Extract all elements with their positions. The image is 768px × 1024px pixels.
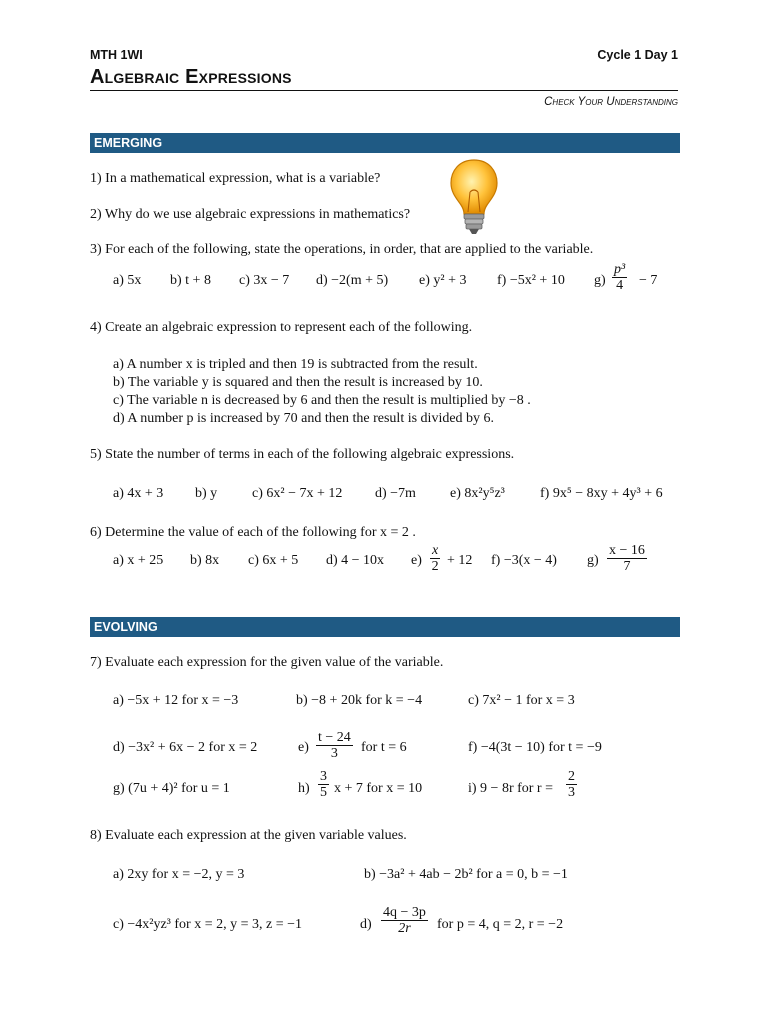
q4-item-c: c) The variable n is decreased by 6 and then the result is multiplied by −8 . xyxy=(113,393,531,408)
q7-h-denominator: 5 xyxy=(320,785,327,800)
q6-item-c: c) 6x + 5 xyxy=(248,553,299,568)
q7-item-h-label: h) xyxy=(298,781,310,796)
lightbulb-icon xyxy=(448,158,500,236)
q4-item-b: b) The variable y is squared and then the result is increased by 10. xyxy=(113,375,483,390)
q5-item-a: a) 4x + 3 xyxy=(113,486,164,501)
q7-item-f: f) −4(3t − 10) for t = −9 xyxy=(468,740,602,755)
q7-item-i-fraction xyxy=(566,769,577,801)
q6-item-g-label: g) xyxy=(587,553,599,568)
q7-e-denominator: 3 xyxy=(330,746,338,761)
q3-item-b: b) t + 8 xyxy=(170,273,211,288)
q5-item-e: e) 8x²y⁵z³ xyxy=(450,486,505,501)
q7-item-d: d) −3x² + 6x − 2 for x = 2 xyxy=(113,740,258,755)
q8-d-denominator: 2r xyxy=(398,921,411,936)
course-code: MTH 1WI xyxy=(90,48,143,62)
q3-item-f: f) −5x² + 10 xyxy=(497,273,565,288)
page-title: Algebraic Expressions xyxy=(90,66,292,88)
q3-item-c: c) 3x − 7 xyxy=(239,273,290,288)
q8-item-b: b) −3a² + 4ab − 2b² for a = 0, b = −1 xyxy=(364,867,568,882)
section-evolving: EVOLVING xyxy=(90,617,680,637)
q7-item-h-fraction xyxy=(318,769,329,801)
question-5: 5) State the number of terms in each of the following algebraic expressions. xyxy=(90,447,515,462)
question-3: 3) For each of the following, state the operations, in order, that are applied to the variable. xyxy=(90,242,594,257)
q3-g-denominator: 4 xyxy=(616,278,624,293)
q8-item-d-label: d) xyxy=(360,917,372,932)
q6-item-d: d) 4 − 10x xyxy=(326,553,385,568)
q3-item-g-label: g) xyxy=(594,273,606,288)
q5-item-b: b) y xyxy=(195,486,218,501)
title-rule xyxy=(90,90,678,91)
q7-item-h-tail: x + 7 for x = 10 xyxy=(334,781,423,796)
q7-item-c: c) 7x² − 1 for x = 3 xyxy=(468,693,575,708)
q3-item-g-tail: − 7 xyxy=(639,273,658,288)
question-4: 4) Create an algebraic expression to represent each of the following. xyxy=(90,320,473,335)
q7-h-numerator: 3 xyxy=(320,769,327,784)
question-6: 6) Determine the value of each of the following for x = 2 . xyxy=(90,525,416,540)
q3-item-d: d) −2(m + 5) xyxy=(316,273,389,288)
q7-item-e-tail: for t = 6 xyxy=(361,740,407,755)
q7-i-numerator: 2 xyxy=(568,769,575,784)
q3-g-numerator: p³ xyxy=(614,262,626,277)
question-7: 7) Evaluate each expression for the given value of the variable. xyxy=(90,655,444,670)
page-subtitle: Check Your Understanding xyxy=(544,96,678,108)
q6-item-f: f) −3(x − 4) xyxy=(491,553,557,568)
q8-item-d-fraction xyxy=(381,905,428,937)
q6-item-e-fraction xyxy=(430,543,440,575)
question-1: 1) In a mathematical expression, what is a variable? xyxy=(90,171,381,186)
q6-item-a: a) x + 25 xyxy=(113,553,164,568)
q7-i-denominator: 3 xyxy=(568,785,575,800)
q6-item-b: b) 8x xyxy=(190,553,220,568)
q3-item-g-fraction xyxy=(612,262,627,294)
q3-item-e: e) y² + 3 xyxy=(419,273,467,288)
section-emerging: EMERGING xyxy=(90,133,680,153)
q8-item-c: c) −4x²yz³ for x = 2, y = 3, z = −1 xyxy=(113,917,302,932)
q5-item-f: f) 9x⁵ − 8xy + 4y³ + 6 xyxy=(540,486,663,501)
q7-item-e-fraction xyxy=(316,730,353,762)
question-8: 8) Evaluate each expression at the given variable values. xyxy=(90,828,407,843)
q8-item-d-tail: for p = 4, q = 2, r = −2 xyxy=(437,917,564,932)
q6-e-numerator: x xyxy=(432,543,439,558)
q7-item-i: i) 9 − 8r for r = xyxy=(468,781,553,796)
q7-item-b: b) −8 + 20k for k = −4 xyxy=(296,693,423,708)
q6-g-denominator: 7 xyxy=(623,559,631,574)
q6-e-denominator: 2 xyxy=(431,559,439,574)
q7-e-numerator: t − 24 xyxy=(318,730,351,745)
q8-d-numerator: 4q − 3p xyxy=(383,905,426,920)
q7-item-g: g) (7u + 4)² for u = 1 xyxy=(113,781,230,796)
q6-item-e-tail: + 12 xyxy=(447,553,473,568)
q6-item-g-fraction xyxy=(607,543,647,575)
q5-item-c: c) 6x² − 7x + 12 xyxy=(252,486,343,501)
q7-item-e-label: e) xyxy=(298,740,309,755)
q5-item-d: d) −7m xyxy=(375,486,416,501)
question-2: 2) Why do we use algebraic expressions in mathematics? xyxy=(90,207,411,222)
q4-item-a: a) A number x is tripled and then 19 is subtracted from the result. xyxy=(113,357,478,372)
q6-item-e-label: e) xyxy=(411,553,422,568)
q6-g-numerator: x − 16 xyxy=(609,543,645,558)
q8-item-a: a) 2xy for x = −2, y = 3 xyxy=(113,867,245,882)
q7-item-a: a) −5x + 12 for x = −3 xyxy=(113,693,239,708)
cycle-day: Cycle 1 Day 1 xyxy=(597,48,678,62)
q3-item-a: a) 5x xyxy=(113,273,142,288)
q4-item-d: d) A number p is increased by 70 and then the result is divided by 6. xyxy=(113,411,495,426)
